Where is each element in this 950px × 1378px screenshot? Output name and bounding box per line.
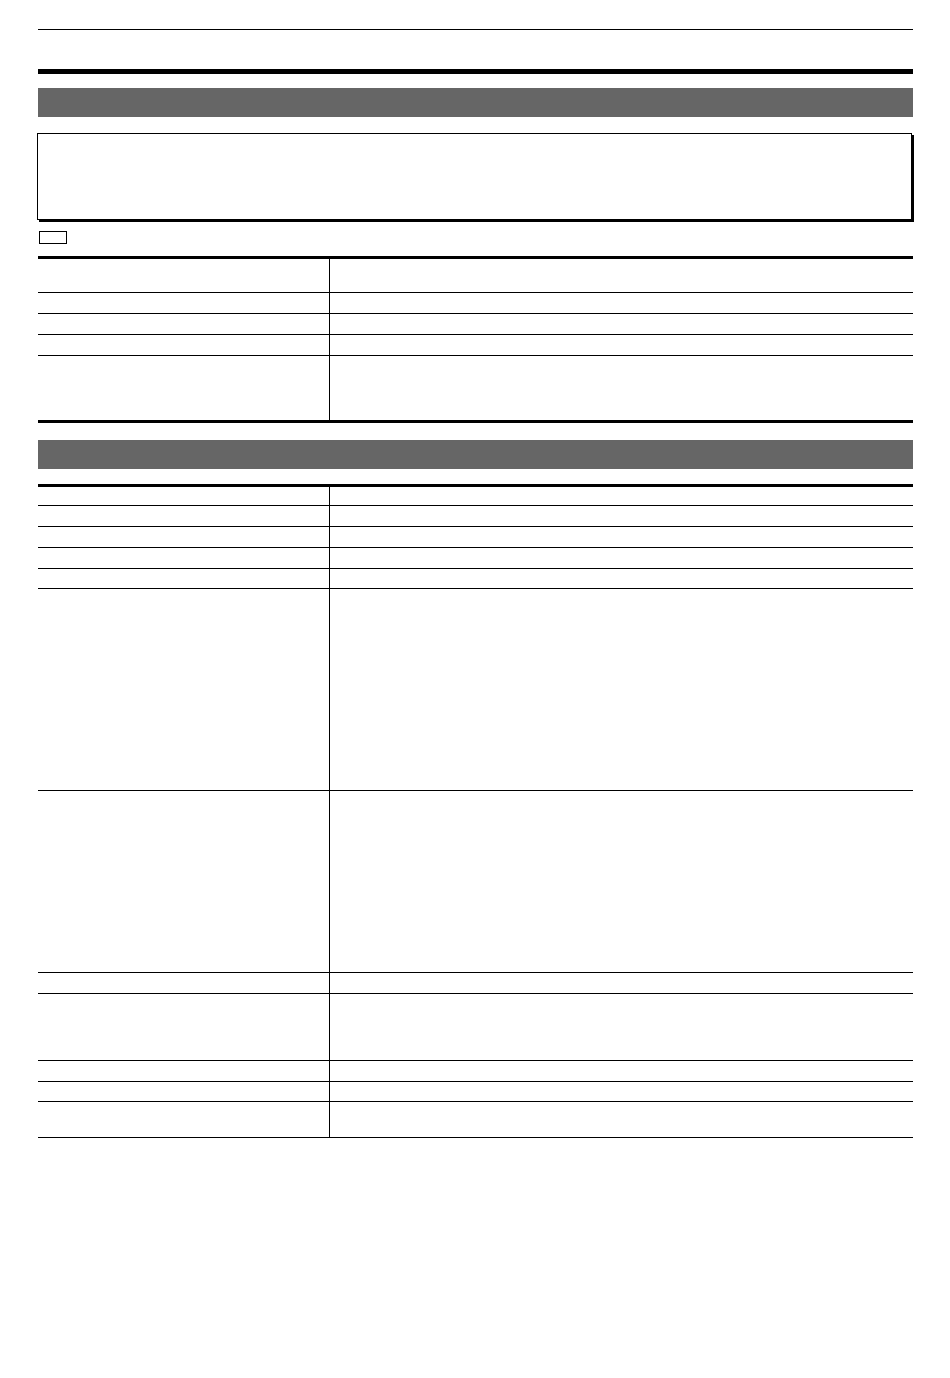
row-value [329, 791, 913, 973]
row-label [38, 335, 329, 356]
row-value [329, 293, 913, 314]
table-row [38, 527, 913, 548]
row-value [329, 548, 913, 569]
section-two-header-bar [38, 440, 913, 469]
row-label [38, 258, 329, 293]
row-value [329, 1061, 913, 1082]
note-tag [39, 231, 67, 244]
row-value [329, 569, 913, 589]
row-value [329, 486, 913, 506]
spec-table-one [38, 256, 913, 423]
row-label [38, 314, 329, 335]
row-value [329, 527, 913, 548]
row-label [38, 1102, 329, 1138]
row-label [38, 791, 329, 973]
row-value [329, 973, 913, 994]
row-value [329, 506, 913, 527]
table-row [38, 973, 913, 994]
table-row [38, 486, 913, 506]
header-rule [38, 29, 913, 30]
table-row [38, 293, 913, 314]
row-value [329, 335, 913, 356]
table-row [38, 1102, 913, 1138]
row-value [329, 258, 913, 293]
row-label [38, 548, 329, 569]
row-label [38, 486, 329, 506]
row-label [38, 994, 329, 1061]
table-row [38, 548, 913, 569]
table-row [38, 994, 913, 1061]
row-value [329, 1102, 913, 1138]
row-value [329, 356, 913, 422]
title-rule [38, 69, 913, 74]
table-row [38, 791, 913, 973]
row-value [329, 994, 913, 1061]
row-label [38, 1061, 329, 1082]
row-label [38, 589, 329, 791]
row-label [38, 356, 329, 422]
row-label [38, 506, 329, 527]
table-row [38, 1061, 913, 1082]
spec-table-two [38, 484, 913, 1138]
row-value [329, 314, 913, 335]
row-value [329, 1082, 913, 1102]
table-row [38, 356, 913, 422]
table-row [38, 1082, 913, 1102]
row-label [38, 973, 329, 994]
row-label [38, 569, 329, 589]
row-label [38, 1082, 329, 1102]
table-row [38, 589, 913, 791]
row-label [38, 293, 329, 314]
table-row [38, 314, 913, 335]
section-one-header-bar [38, 88, 913, 117]
row-label [38, 527, 329, 548]
table-row [38, 569, 913, 589]
table-row [38, 335, 913, 356]
note-box [37, 133, 912, 220]
table-row [38, 258, 913, 293]
table-row [38, 506, 913, 527]
row-value [329, 589, 913, 791]
